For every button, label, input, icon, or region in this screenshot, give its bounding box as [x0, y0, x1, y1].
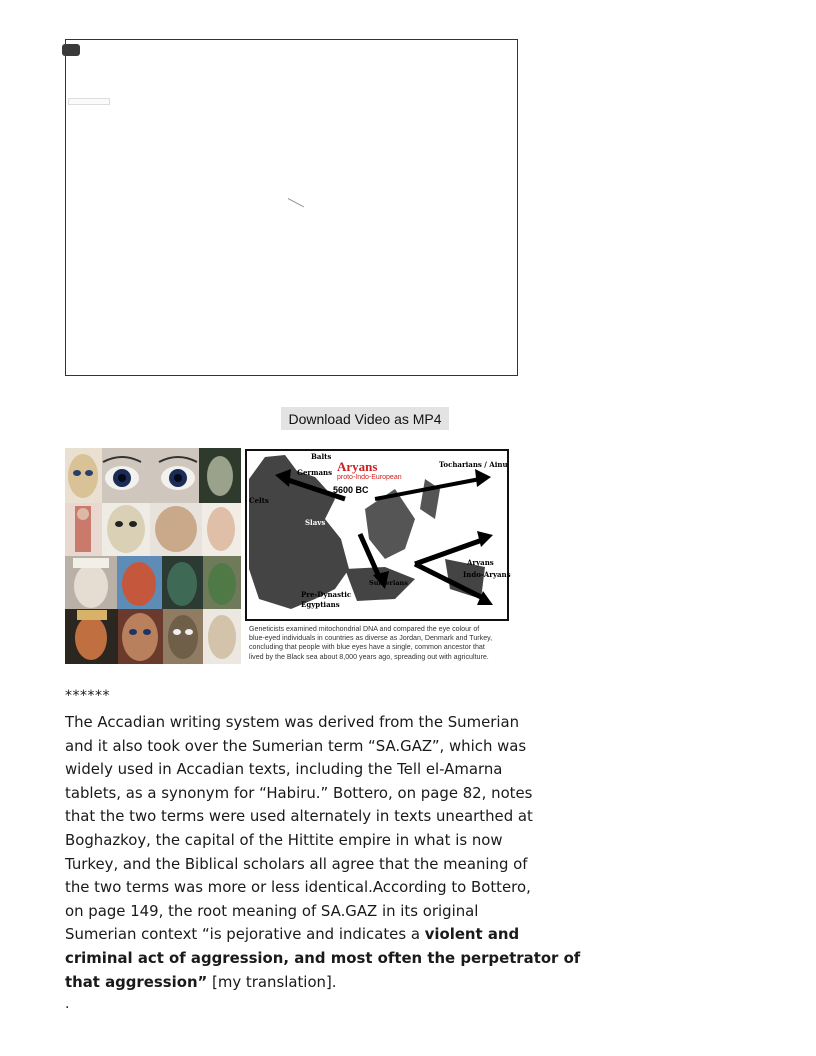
- aryan-migration-map: [245, 449, 511, 623]
- paragraph-bold-text: that aggression”: [65, 972, 208, 991]
- article-paragraph: [65, 711, 581, 994]
- map-subtitle: proto-Indo-European: [337, 474, 402, 481]
- paragraph-text: [my translation].: [207, 972, 337, 991]
- map-label: Balts: [311, 452, 332, 461]
- paragraph-bold-text: violent and: [424, 925, 520, 944]
- map-label: Sumerians: [369, 579, 408, 587]
- paragraph-line: that the two terms were used alternately in texts unearthed at: [65, 807, 533, 826]
- paragraph-text: Sumerian context “is pejorative and indicates a: [65, 925, 425, 944]
- map-title: Aryans: [337, 459, 378, 474]
- map-label: Pre-Dynastic: [301, 590, 352, 599]
- paragraph-line: The Accadian writing system was derived from the Sumerian: [65, 713, 520, 731]
- paragraph-line: widely used in Accadian texts, including the Tell el-Amarna: [65, 760, 503, 779]
- faces-collage-image: [65, 448, 241, 664]
- video-player[interactable]: [65, 39, 518, 376]
- paragraph-line: the two terms was more or less identical.According to Bottero,: [65, 878, 531, 897]
- separator-stars: ******: [65, 688, 110, 704]
- trailing-dot: .: [65, 996, 70, 1012]
- illustration-image: [65, 448, 517, 666]
- map-date: 5600 BC: [333, 485, 369, 495]
- paragraph-bold-text: criminal act of aggression, and most often the perpetrator of: [65, 948, 581, 967]
- caption-line: Geneticists examined mitochondrial DNA and compared the eye colour of: [249, 625, 480, 633]
- map-label: Germans: [297, 468, 333, 477]
- map-label: Aryans: [467, 558, 494, 567]
- mouse-cursor-icon: [288, 198, 304, 207]
- download-mp4-button[interactable]: Download Video as MP4: [281, 407, 449, 430]
- paragraph-line: Turkey, and the Biblical scholars all agree that the meaning of: [65, 854, 528, 873]
- caption-line: concluding that people with blue eyes have a single, common ancestor that: [249, 643, 485, 652]
- map-label: Egyptians: [301, 600, 340, 609]
- paragraph-line: [65, 923, 525, 947]
- paragraph-line: [65, 971, 525, 995]
- paragraph-line: on page 149, the root meaning of SA.GAZ in its original: [65, 901, 479, 920]
- caption-line: lived by the Black sea about 8,000 years ago, spreading out with agriculture.: [249, 652, 489, 661]
- video-control-button[interactable]: [62, 44, 80, 56]
- paragraph-line: and it also took over the Sumerian term “SA.GAZ”, which was: [65, 736, 527, 755]
- paragraph-line: [65, 947, 581, 971]
- map-label: Tocharians / Ainu: [439, 460, 508, 469]
- video-progress-bar[interactable]: [68, 98, 110, 105]
- paragraph-line: Boghazkoy, the capital of the Hittite empire in what is now: [65, 830, 503, 849]
- paragraph-line: tablets, as a synonym for “Habiru.” Bottero, on page 82, notes: [65, 783, 533, 802]
- image-caption: [249, 625, 517, 662]
- caption-line: blue-eyed individuals in countries as diverse as Jordan, Denmark and Turkey,: [249, 634, 493, 643]
- map-label: Slavs: [305, 518, 326, 527]
- map-label: Indo-Aryans: [463, 570, 511, 579]
- map-label: Celts: [249, 496, 269, 505]
